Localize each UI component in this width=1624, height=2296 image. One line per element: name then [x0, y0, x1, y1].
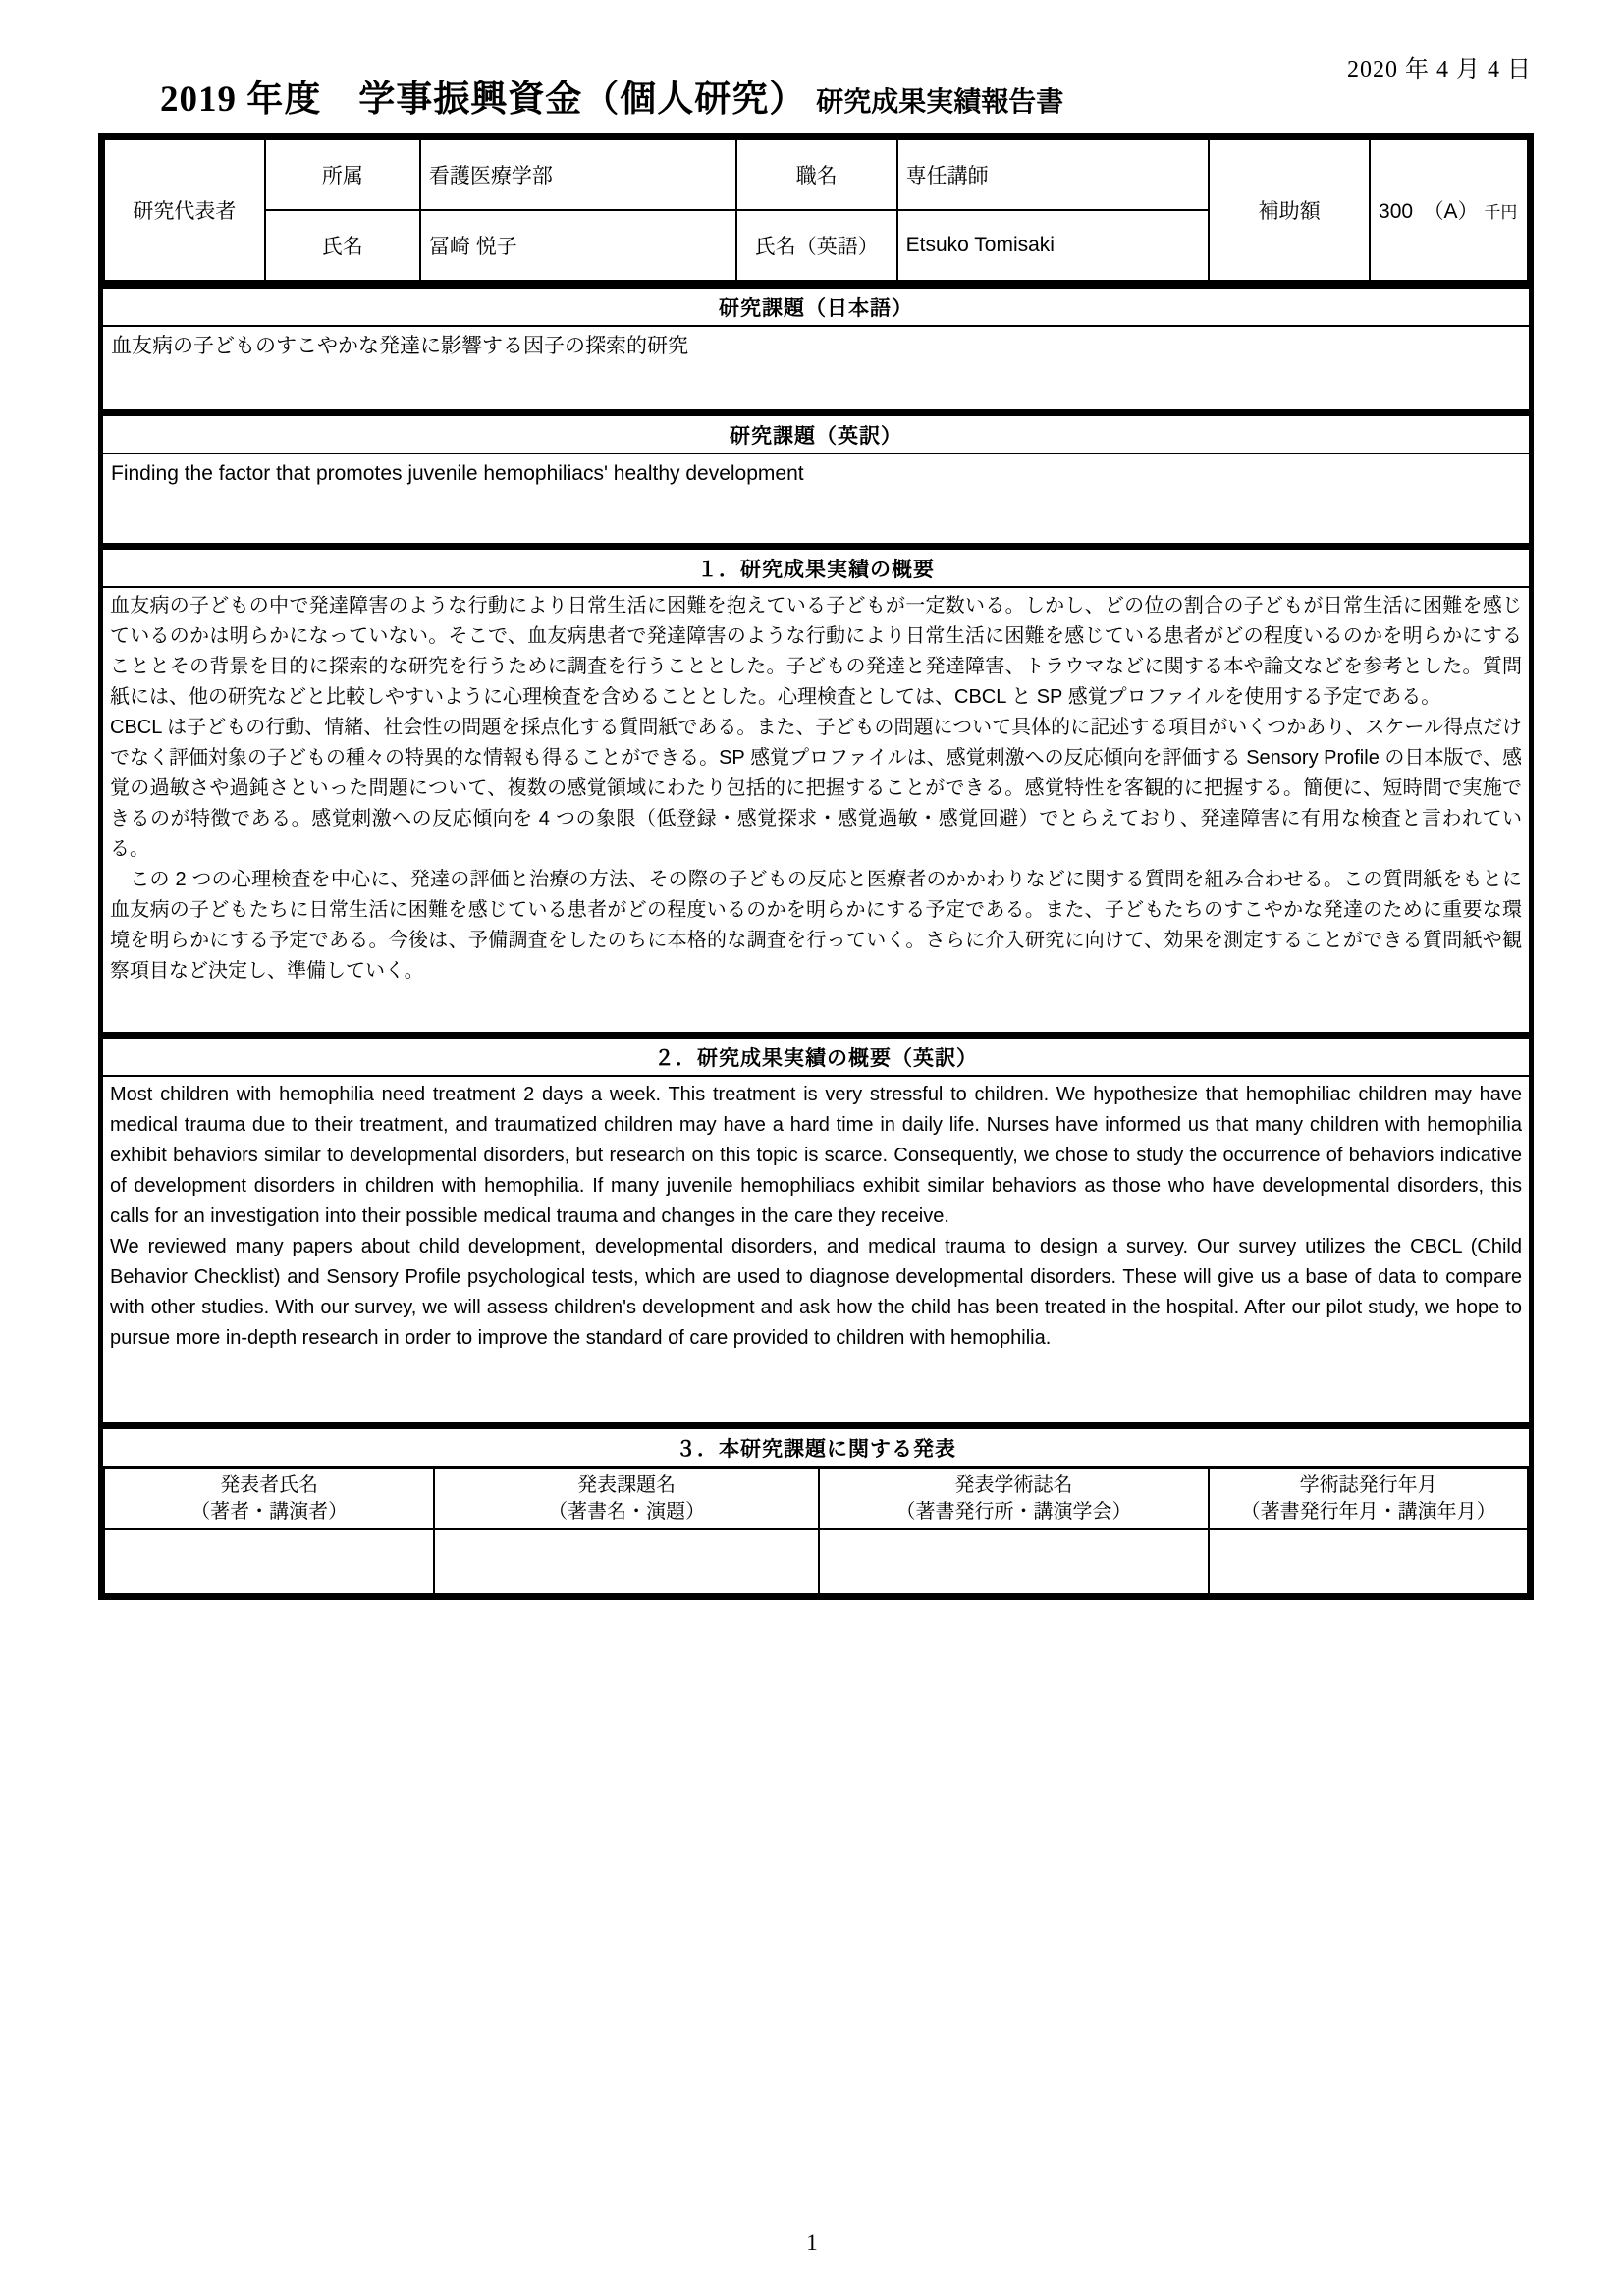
presentations-table — [103, 1468, 1529, 1595]
title-row — [160, 69, 1063, 122]
summary-en-paragraph: Most children with hemophilia need treatment 2 days a week. This treatment is very stressful to children. We hypothesize that hemophiliac children may have medical trauma due to their treatment, and traumatized children may have a hard time in daily life. Nurses have informed us that many children with hemophilia exhibit behaviors similar to developmental disorders, but research on this topic is scarce. Consequently, we chose to study the occurrence of behaviors indicative of development disorders in children with hemophilia. If many juvenile hemophiliacs exhibit similar behaviors as those who have developmental disorders, this calls for an investigation into their possible medical trauma and changes in the care they receive. — [110, 1084, 1522, 1227]
section-header-presentations: ３．本研究課題に関する発表 — [103, 1429, 1529, 1468]
position-value: 専任講師 — [897, 139, 1210, 210]
column-header-journal — [819, 1468, 1209, 1529]
column-header-line: （著書発行所・講演学会） — [895, 1501, 1132, 1522]
section-research-title-ja — [103, 282, 1529, 409]
summary-ja-paragraph: この 2 つの心理検査を中心に、発達の評価と治療の方法、その際の子どもの反応と医療者のかかわりなどに関する質問を組み合わせる。この質問紙をもとに血友病の子どもたちに日常生活に困難を感じている患者がどの程度いるのかを明らかにする予定である。また、子どもたちのすこやかな発達のために重要な環境を明らかにする予定である。今後は、予備調査をしたのちに本格的な調査を行っていく。さらに介入研究に向けて、効果を測定することができる質問紙や観察項目など決定し、準備していく。 — [110, 869, 1522, 982]
column-header-line: 発表学術誌名 — [954, 1474, 1073, 1496]
section-research-title-en — [103, 409, 1529, 543]
researcher-table — [103, 138, 1529, 282]
subsidy-amount — [1370, 139, 1528, 281]
report-body — [98, 133, 1534, 1600]
research-title-ja-text: 血友病の子どものすこやかな発達に影響する因子の探索的研究 — [111, 335, 688, 357]
column-header-line: （著書発行年月・講演年月） — [1240, 1501, 1496, 1522]
page-number: 1 — [806, 2230, 818, 2255]
summary-ja-text — [103, 588, 1529, 1032]
column-header-line: 発表者氏名 — [220, 1474, 319, 1496]
section-summary-en — [103, 1032, 1529, 1422]
subsidy-value: 300 — [1379, 200, 1414, 223]
section-header-research-title-ja: 研究課題（日本語） — [103, 289, 1529, 327]
table-cell — [434, 1529, 819, 1594]
summary-ja-paragraph: CBCL は子どもの行動、情緒、社会性の問題を採点化する質問紙である。また、子どもの問題について具体的に記述する項目がいくつかあり、スケール得点だけでなく評価対象の子どもの種々の特異的な情報も得ることができる。SP 感覚プロファイルは、感覚刺激への反応傾向を評価する Sensory Profile の日本版で、感覚の過敏さや過鈍さといった問題について、複数の感覚領域にわたり包括的に把握することができる。感覚特性を客観的に把握する。簡便に、短時間で実施できるのが特徴である。感覚刺激への反応傾向を 4 つの象限（低登録・感覚探求・感覚過敏・感覚回避）でとらえており、発達障害に有用な検査と言われている。 — [110, 717, 1522, 860]
subsidy-unit: 千円 — [1484, 203, 1518, 222]
summary-ja-paragraph: 血友病の子どもの中で発達障害のような行動により日常生活に困難を抱えている子どもが一定数いる。しかし、どの位の割合の子どもが日常生活に困難を感じているのかは明らかになっていない。そこで、血友病患者で発達障害のような行動により日常生活に困難を感じている患者がどの程度いるのかを明らかにすることとその背景を目的に探索的な研究を行うために調査を行うこととした。子どもの発達と発達障害、トラウマなどに関する本や論文などを参考とした。質問紙には、他の研究などと比較しやすいように心理検査を含めることとした。心理検査としては、CBCL と SP 感覚プロファイルを使用する予定である。 — [110, 595, 1522, 708]
page-subtitle: 研究成果実績報告書 — [816, 86, 1064, 117]
column-header-topic — [434, 1468, 819, 1529]
research-title-en-text: Finding the factor that promotes juvenile hemophiliacs' healthy development — [111, 462, 804, 485]
name-en-value: Etsuko Tomisaki — [897, 210, 1210, 281]
researcher-role-label: 研究代表者 — [104, 139, 265, 281]
section-header-research-title-en: 研究課題（英訳） — [103, 416, 1529, 454]
name-label: 氏名 — [265, 210, 420, 281]
column-header-line: （著書名・演題） — [548, 1501, 706, 1522]
column-header-presenter — [104, 1468, 434, 1529]
affiliation-label: 所属 — [265, 139, 420, 210]
summary-en-text — [103, 1077, 1529, 1422]
subsidy-grade: （A） — [1434, 200, 1479, 223]
affiliation-value: 看護医療学部 — [420, 139, 736, 210]
table-cell — [1209, 1529, 1528, 1594]
column-header-line: 発表課題名 — [577, 1474, 677, 1496]
name-value: 冨崎 悦子 — [420, 210, 736, 281]
document-date: 2020 年 4 月 4 日 — [1347, 57, 1532, 82]
column-header-date — [1209, 1468, 1528, 1529]
table-row — [104, 1529, 1528, 1594]
name-en-label: 氏名（英語） — [736, 210, 897, 281]
subsidy-label: 補助額 — [1209, 139, 1370, 281]
page-title: 2019 年度 学事振興資金（個人研究） — [160, 80, 807, 120]
presentations-header-row — [104, 1468, 1528, 1529]
section-summary-ja — [103, 543, 1529, 1032]
section-header-summary-en: ２．研究成果実績の概要（英訳） — [103, 1039, 1529, 1077]
table-cell — [819, 1529, 1209, 1594]
column-header-line: （著者・講演者） — [190, 1501, 349, 1522]
position-label: 職名 — [736, 139, 897, 210]
section-presentations — [103, 1422, 1529, 1595]
column-header-line: 学術誌発行年月 — [1299, 1474, 1437, 1496]
summary-en-paragraph: We reviewed many papers about child development, developmental disorders, and medical trauma to design a survey. Our survey utilizes the CBCL (Child Behavior Checklist) and Sensory Profile psychological tests, which are used to diagnose developmental disorders. These will give us a base of data to compare with other studies. With our survey, we will assess children's development and ask how the child has been treated in the hospital. After our pilot study, we hope to pursue more in-depth research in order to improve the standard of care provided to children with hemophilia. — [110, 1236, 1522, 1349]
table-cell — [104, 1529, 434, 1594]
section-header-summary-ja: １．研究成果実績の概要 — [103, 550, 1529, 588]
